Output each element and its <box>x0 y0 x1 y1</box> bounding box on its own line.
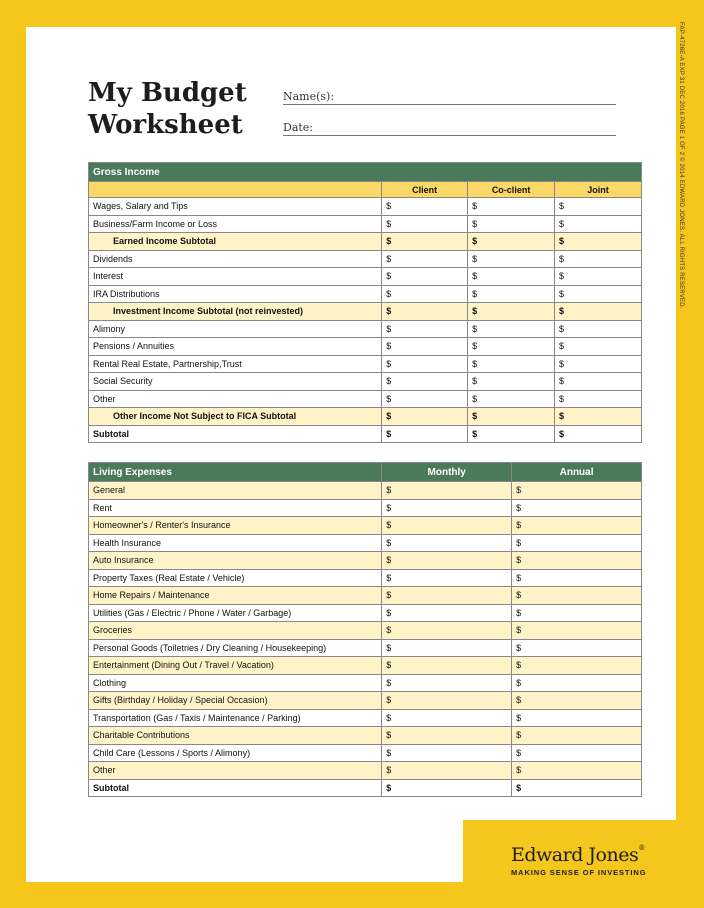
income-col-blank <box>89 182 382 198</box>
amount-cell[interactable]: $ <box>382 320 468 338</box>
side-legal-note: FAP-4726E-A EXP 31 DEC 2016 PAGE 1 OF 2 © 2014 EDWARD JONES. ALL RIGHTS RESERVED. <box>678 22 684 309</box>
amount-cell[interactable]: $ <box>512 622 642 640</box>
row-label: General <box>89 482 382 500</box>
amount-cell[interactable]: $ <box>555 303 642 321</box>
date-label: Date: <box>283 121 314 134</box>
row-label: Social Security <box>89 373 382 391</box>
amount-cell[interactable]: $ <box>382 338 468 356</box>
table-row <box>89 639 642 657</box>
income-col-client: Client <box>382 182 468 198</box>
table-row <box>89 709 642 727</box>
table-row <box>89 390 642 408</box>
table-row <box>89 303 642 321</box>
amount-cell[interactable]: $ <box>555 233 642 251</box>
table-row <box>89 408 642 426</box>
amount-cell[interactable]: $ <box>555 425 642 443</box>
row-label: Other Income Not Subject to FICA Subtotal <box>89 408 382 426</box>
income-col-coclient: Co-client <box>468 182 555 198</box>
amount-cell[interactable]: $ <box>512 499 642 517</box>
row-label: Rental Real Estate, Partnership,Trust <box>89 355 382 373</box>
amount-cell[interactable]: $ <box>512 779 642 797</box>
amount-cell[interactable]: $ <box>468 268 555 286</box>
page-title <box>88 77 247 141</box>
amount-cell[interactable]: $ <box>382 373 468 391</box>
table-row <box>89 674 642 692</box>
title-line-1: My Budget <box>88 78 247 108</box>
amount-cell[interactable]: $ <box>382 692 512 710</box>
amount-cell[interactable]: $ <box>512 727 642 745</box>
row-label: Transportation (Gas / Taxis / Maintenance / Parking) <box>89 709 382 727</box>
row-label: Business/Farm Income or Loss <box>89 215 382 233</box>
amount-cell[interactable]: $ <box>512 674 642 692</box>
table-row <box>89 250 642 268</box>
registered-mark: ® <box>638 844 645 852</box>
row-label: Clothing <box>89 674 382 692</box>
expenses-col-monthly: Monthly <box>382 463 512 482</box>
amount-cell[interactable]: $ <box>382 552 512 570</box>
table-row <box>89 355 642 373</box>
table-row <box>89 268 642 286</box>
amount-cell[interactable]: $ <box>468 233 555 251</box>
table-row <box>89 425 642 443</box>
amount-cell[interactable]: $ <box>382 355 468 373</box>
amount-cell[interactable]: $ <box>468 198 555 216</box>
gross-income-table <box>88 162 642 443</box>
amount-cell[interactable]: $ <box>512 762 642 780</box>
amount-cell[interactable]: $ <box>512 482 642 500</box>
row-label: Other <box>89 762 382 780</box>
table-row <box>89 569 642 587</box>
row-label: Auto Insurance <box>89 552 382 570</box>
amount-cell[interactable]: $ <box>468 390 555 408</box>
amount-cell[interactable]: $ <box>555 215 642 233</box>
date-field[interactable] <box>283 120 616 136</box>
amount-cell[interactable]: $ <box>382 657 512 675</box>
table-row <box>89 587 642 605</box>
amount-cell[interactable]: $ <box>468 320 555 338</box>
amount-cell[interactable]: $ <box>555 408 642 426</box>
amount-cell[interactable]: $ <box>382 744 512 762</box>
row-label: Rent <box>89 499 382 517</box>
row-label: Pensions / Annuities <box>89 338 382 356</box>
row-label: Groceries <box>89 622 382 640</box>
amount-cell[interactable]: $ <box>555 338 642 356</box>
row-label: Wages, Salary and Tips <box>89 198 382 216</box>
worksheet-page <box>26 27 676 882</box>
amount-cell[interactable]: $ <box>468 355 555 373</box>
table-row <box>89 779 642 797</box>
table-row <box>89 499 642 517</box>
amount-cell[interactable]: $ <box>512 587 642 605</box>
row-label: Child Care (Lessons / Sports / Alimony) <box>89 744 382 762</box>
amount-cell[interactable]: $ <box>382 250 468 268</box>
amount-cell[interactable]: $ <box>555 285 642 303</box>
living-expenses-header: Living Expenses <box>89 463 382 482</box>
amount-cell[interactable]: $ <box>382 587 512 605</box>
row-label: Dividends <box>89 250 382 268</box>
row-label: Other <box>89 390 382 408</box>
amount-cell[interactable]: $ <box>382 639 512 657</box>
expenses-col-annual: Annual <box>512 463 642 482</box>
amount-cell[interactable]: $ <box>555 320 642 338</box>
table-row <box>89 762 642 780</box>
row-label: Investment Income Subtotal (not reinvested) <box>89 303 382 321</box>
amount-cell[interactable]: $ <box>382 198 468 216</box>
row-label: Homeowner's / Renter's Insurance <box>89 517 382 535</box>
amount-cell[interactable]: $ <box>512 709 642 727</box>
amount-cell[interactable]: $ <box>382 233 468 251</box>
brand-name: Edward Jones <box>511 844 639 866</box>
table-row <box>89 657 642 675</box>
amount-cell[interactable]: $ <box>512 657 642 675</box>
amount-cell[interactable]: $ <box>512 517 642 535</box>
name-label: Name(s): <box>283 90 335 103</box>
table-row <box>89 552 642 570</box>
edward-jones-logo <box>511 844 645 866</box>
table-row <box>89 727 642 745</box>
amount-cell[interactable]: $ <box>468 285 555 303</box>
amount-cell[interactable]: $ <box>382 285 468 303</box>
amount-cell[interactable]: $ <box>512 639 642 657</box>
amount-cell[interactable]: $ <box>382 762 512 780</box>
row-label: IRA Distributions <box>89 285 382 303</box>
table-row <box>89 517 642 535</box>
amount-cell[interactable]: $ <box>382 517 512 535</box>
amount-cell[interactable]: $ <box>382 709 512 727</box>
amount-cell[interactable]: $ <box>382 408 468 426</box>
row-label: Alimony <box>89 320 382 338</box>
name-field[interactable] <box>283 89 616 105</box>
row-label: Gifts (Birthday / Holiday / Special Occasion) <box>89 692 382 710</box>
amount-cell[interactable]: $ <box>468 408 555 426</box>
table-row <box>89 622 642 640</box>
table-row <box>89 482 642 500</box>
amount-cell[interactable]: $ <box>468 303 555 321</box>
brand-block <box>463 820 676 882</box>
amount-cell[interactable]: $ <box>382 303 468 321</box>
table-row <box>89 604 642 622</box>
amount-cell[interactable]: $ <box>382 482 512 500</box>
table-row <box>89 373 642 391</box>
table-row <box>89 534 642 552</box>
row-label: Subtotal <box>89 779 382 797</box>
row-label: Charitable Contributions <box>89 727 382 745</box>
amount-cell[interactable]: $ <box>512 569 642 587</box>
row-label: Home Repairs / Maintenance <box>89 587 382 605</box>
row-label: Interest <box>89 268 382 286</box>
table-row <box>89 692 642 710</box>
amount-cell[interactable]: $ <box>468 373 555 391</box>
amount-cell[interactable]: $ <box>382 569 512 587</box>
table-row <box>89 233 642 251</box>
amount-cell[interactable]: $ <box>382 727 512 745</box>
table-row <box>89 215 642 233</box>
amount-cell[interactable]: $ <box>555 390 642 408</box>
brand-tagline: MAKING SENSE OF INVESTING <box>511 868 647 877</box>
amount-cell[interactable]: $ <box>555 250 642 268</box>
amount-cell[interactable]: $ <box>382 674 512 692</box>
row-label: Health Insurance <box>89 534 382 552</box>
amount-cell[interactable]: $ <box>512 692 642 710</box>
amount-cell[interactable]: $ <box>555 373 642 391</box>
title-line-2: Worksheet <box>88 110 243 140</box>
row-label: Entertainment (Dining Out / Travel / Vacation) <box>89 657 382 675</box>
amount-cell[interactable]: $ <box>512 604 642 622</box>
amount-cell[interactable]: $ <box>382 425 468 443</box>
row-label: Earned Income Subtotal <box>89 233 382 251</box>
row-label: Property Taxes (Real Estate / Vehicle) <box>89 569 382 587</box>
amount-cell[interactable]: $ <box>382 622 512 640</box>
row-label: Personal Goods (Toiletries / Dry Cleaning / Housekeeping) <box>89 639 382 657</box>
amount-cell[interactable]: $ <box>468 215 555 233</box>
table-row <box>89 285 642 303</box>
amount-cell[interactable]: $ <box>382 390 468 408</box>
amount-cell[interactable]: $ <box>382 604 512 622</box>
amount-cell[interactable]: $ <box>512 534 642 552</box>
row-label: Utilities (Gas / Electric / Phone / Water / Garbage) <box>89 604 382 622</box>
amount-cell[interactable]: $ <box>468 338 555 356</box>
amount-cell[interactable]: $ <box>512 744 642 762</box>
amount-cell[interactable]: $ <box>555 268 642 286</box>
amount-cell[interactable]: $ <box>382 215 468 233</box>
row-label: Subtotal <box>89 425 382 443</box>
living-expenses-table <box>88 462 642 797</box>
table-row <box>89 744 642 762</box>
amount-cell[interactable]: $ <box>382 268 468 286</box>
amount-cell[interactable]: $ <box>468 250 555 268</box>
amount-cell[interactable]: $ <box>382 534 512 552</box>
income-col-joint: Joint <box>555 182 642 198</box>
table-row <box>89 338 642 356</box>
table-row <box>89 198 642 216</box>
amount-cell[interactable]: $ <box>382 499 512 517</box>
amount-cell[interactable]: $ <box>382 779 512 797</box>
amount-cell[interactable]: $ <box>555 198 642 216</box>
table-row <box>89 320 642 338</box>
gross-income-header: Gross Income <box>89 163 642 182</box>
amount-cell[interactable]: $ <box>468 425 555 443</box>
amount-cell[interactable]: $ <box>555 355 642 373</box>
amount-cell[interactable]: $ <box>512 552 642 570</box>
